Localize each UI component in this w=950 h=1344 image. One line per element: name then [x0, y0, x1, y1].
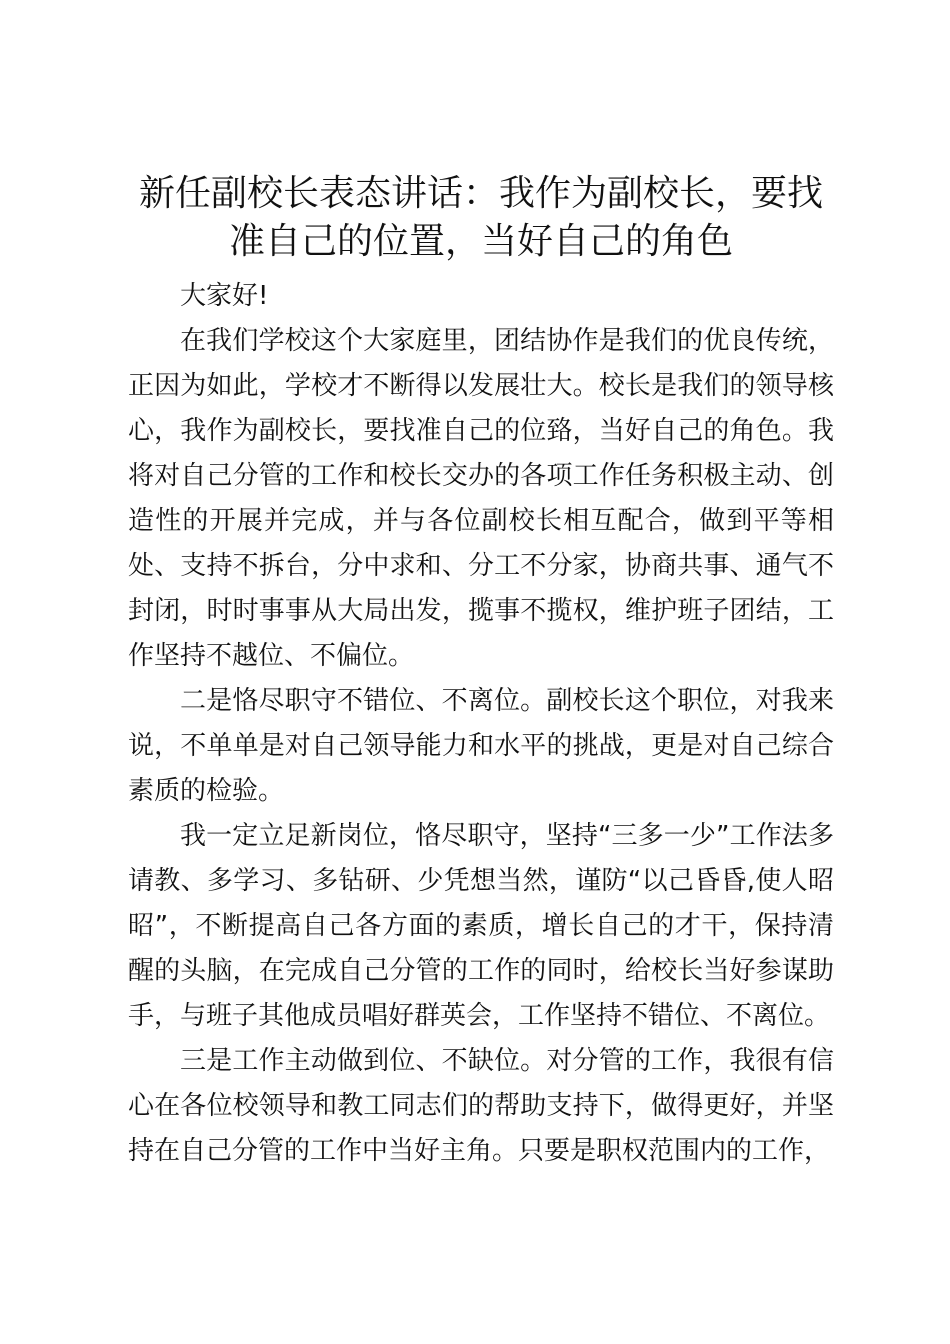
- document-body: [128, 274, 834, 1174]
- paragraph-initiative: 三是工作主动做到位、不缺位。对分管的工作，我很有信心在各位校领导和教工同志们的帮助支持下，做得更好，并坚持在自己分管的工作中当好主角。只要是职权范围内的工作，: [128, 1046, 834, 1166]
- document-page: [128, 170, 834, 1174]
- document-title: 新任副校长表态讲话：我作为副校长，要找准自己的位置，当好自己的角色: [138, 173, 823, 262]
- paragraph-greeting: 大家好!: [180, 281, 269, 311]
- paragraph-method: 我一定立足新岗位，恪尽职守，坚持“三多一少”工作法多请教、多学习、多钻研、少凭想当然，谨防“以己昏昏,使人昭昭”，不断提高自己各方面的素质，增长自己的才干，保持清醒的头脑，在完成自己分管的工作的同时，给校长当好参谋助手，与班子其他成员唱好群英会，工作坚持不错位、不离位。: [128, 821, 834, 1031]
- paragraph-duty: 二是恪尽职守不错位、不离位。副校长这个职位，对我来说，不单单是对自己领导能力和水平的挑战，更是对自己综合素质的检验。: [128, 686, 834, 806]
- paragraph-unity: 在我们学校这个大家庭里，团结协作是我们的优良传统，正因为如此，学校才不断得以发展壮大。校长是我们的领导核心，我作为副校长，要找准自己的位臵，当好自己的角色。我将对自己分管的工作和校长交办的各项工作任务积极主动、创造性的开展并完成，并与各位副校长相互配合，做到平等相处、支持不拆台，分中求和、分工不分家，协商共事、通气不封闭，时时事事从大局出发，揽事不揽权，维护班子团结，工作坚持不越位、不偏位。: [128, 326, 834, 671]
